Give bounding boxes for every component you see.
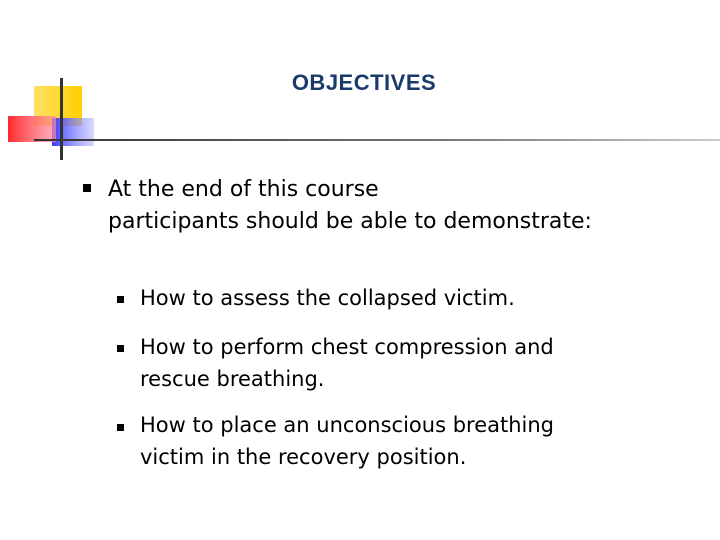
- objective-item: [140, 331, 700, 395]
- bullet-square-icon: [117, 296, 124, 303]
- objective-item: [140, 282, 700, 314]
- intro-line-1: At the end of this course: [108, 177, 379, 202]
- red-square: [8, 116, 56, 142]
- blue-square: [52, 118, 94, 146]
- intro-text: [108, 174, 688, 238]
- objective-3-line-2: victim in the recovery position.: [140, 445, 467, 469]
- objective-1-line-1: How to assess the collapsed victim.: [140, 286, 515, 310]
- slide-title: OBJECTIVES: [291, 70, 437, 95]
- objective-2-line-1: How to perform chest compression and: [140, 335, 554, 359]
- bullet-square-icon: [83, 184, 91, 192]
- bullet-square-icon: [117, 424, 124, 431]
- bullet-square-icon: [117, 345, 124, 352]
- horizontal-rule: [34, 139, 720, 141]
- objective-2-line-2: rescue breathing.: [140, 367, 325, 391]
- intro-line-2: participants should be able to demonstrate:: [108, 209, 592, 234]
- objective-item: [140, 409, 700, 473]
- objective-3-line-1: How to place an unconscious breathing: [140, 413, 555, 437]
